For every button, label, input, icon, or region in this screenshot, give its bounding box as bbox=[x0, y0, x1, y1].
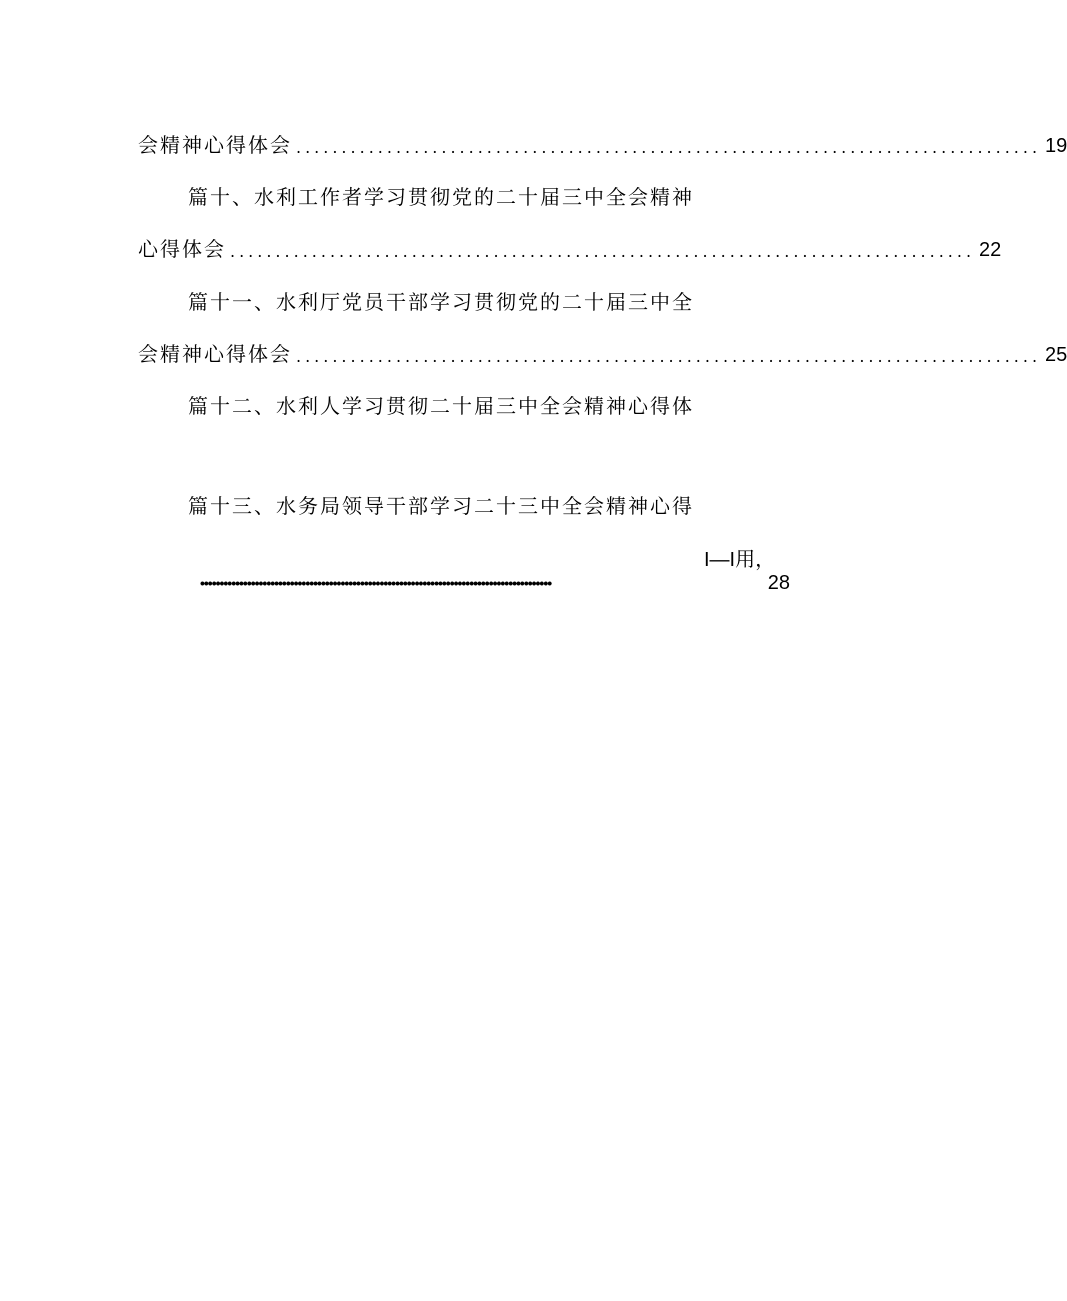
dot-leader: •••••••••••••••••••••••••••••••••••••••••••••••••••••••••••••••••••••••••••••••••••••••••• bbox=[200, 575, 552, 591]
toc-entry-text: 篇十一、水利厅党员干部学习贯彻党的二十届三中全 bbox=[188, 290, 694, 314]
toc-entry-continuation bbox=[138, 128, 1067, 158]
toc-entry-title bbox=[188, 389, 748, 419]
toc-entry-continuation bbox=[138, 337, 1067, 367]
toc-entry-text: 篇十二、水利人学习贯彻二十届三中全会精神心得体 bbox=[188, 394, 694, 418]
dot-leader: .................................................................................. bbox=[296, 138, 1042, 157]
toc-entry-text: 篇十三、水务局领导干部学习二十三中全会精神心得 bbox=[188, 494, 694, 518]
toc-entry-continuation bbox=[138, 232, 1002, 262]
toc-entry-text: 篇十、水利工作者学习贯彻党的二十届三中全会精神 bbox=[188, 185, 694, 209]
toc-entry-text: 会精神心得体会 bbox=[138, 133, 292, 157]
dot-leader: .................................................................................. bbox=[230, 242, 976, 261]
toc-entry-continuation bbox=[200, 571, 790, 595]
page-number: 25 bbox=[1045, 344, 1067, 366]
toc-entry-title bbox=[188, 285, 748, 315]
toc-entry-title bbox=[188, 489, 748, 519]
page-number: 28 bbox=[767, 571, 790, 594]
page-number: 19 bbox=[1045, 135, 1067, 157]
dot-leader: .................................................................................. bbox=[296, 347, 1042, 366]
page-number: 22 bbox=[979, 239, 1002, 261]
toc-entry-title bbox=[188, 180, 748, 210]
ocr-fragment: I—I用， bbox=[704, 549, 776, 571]
toc-entry-text: 会精神心得体会 bbox=[138, 342, 292, 366]
toc-entry-text: 心得体会 bbox=[138, 237, 226, 261]
